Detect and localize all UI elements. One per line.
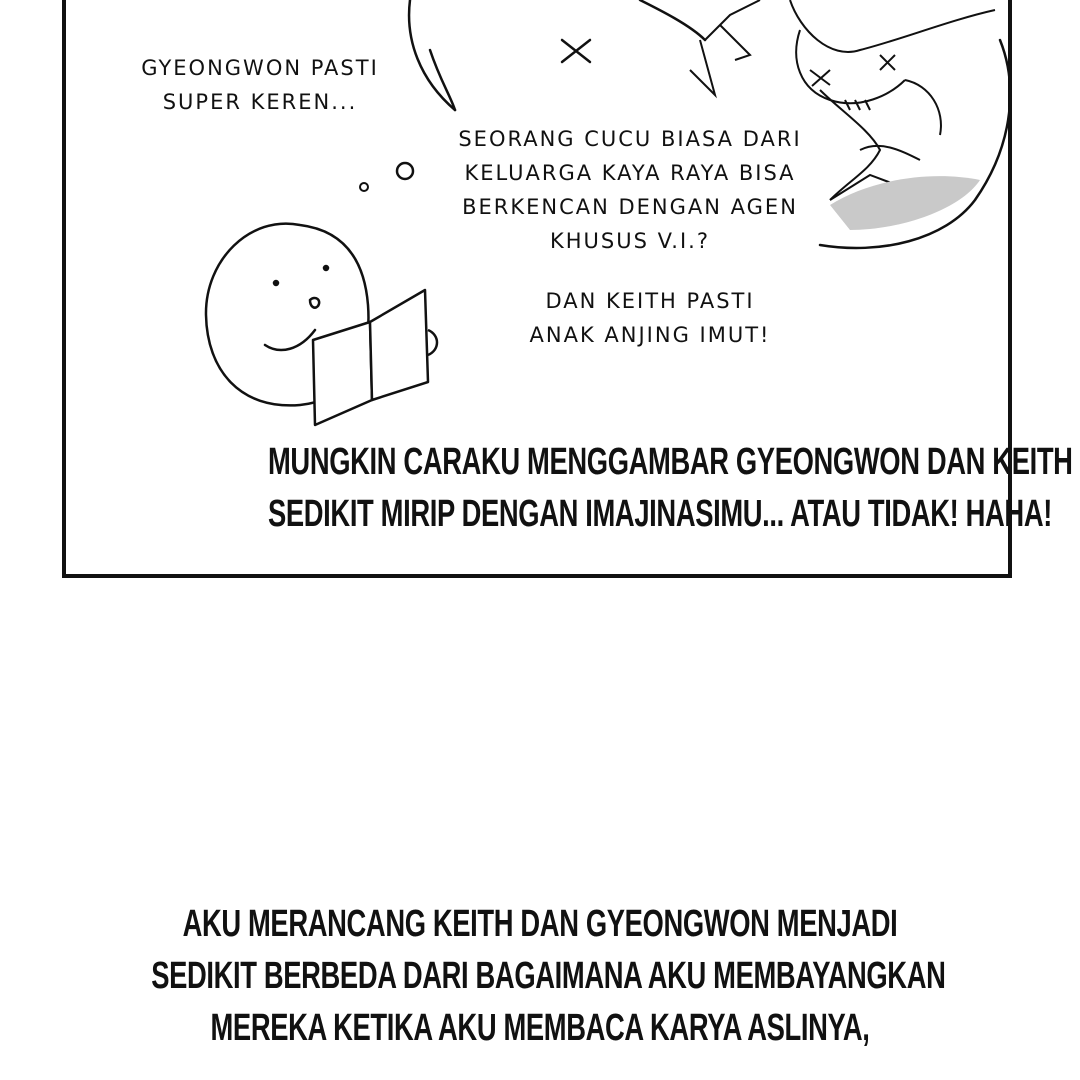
book-icon xyxy=(313,290,437,425)
thought-text-scenario: SEORANG CUCU BIASA DARI KELUARGA KAYA RAYA BISA BERKENCAN DENGAN AGEN KHUSUS V.I.? xyxy=(458,127,802,253)
note-line-2: SEDIKIT BERBEDA DARI BAGAIMANA AKU MEMBAYANGKAN xyxy=(151,955,946,997)
thought-bubble-small xyxy=(360,183,368,191)
thought-text-gyeongwon: GYEONGWON PASTI SUPER KEREN... xyxy=(141,56,379,114)
note-line-3: MEREKA KETIKA AKU MEMBACA KARYA ASLINYA, xyxy=(210,1007,870,1049)
note-line-1: AKU MERANCANG KEITH DAN GYEONGWON MENJADI xyxy=(182,903,898,945)
characters-shading xyxy=(830,176,980,230)
thought-bubble-large xyxy=(397,163,413,179)
panel-caption-line-2: SEDIKIT MIRIP DENGAN IMAJINASIMU... ATAU TIDAK! HAHA! xyxy=(268,493,1052,535)
thought-text-keith: DAN KEITH PASTI ANAK ANJING IMUT! xyxy=(529,289,771,347)
panel-caption-line-1: MUNGKIN CARAKU MENGGAMBAR GYEONGWON DAN KEITH xyxy=(268,441,1073,483)
